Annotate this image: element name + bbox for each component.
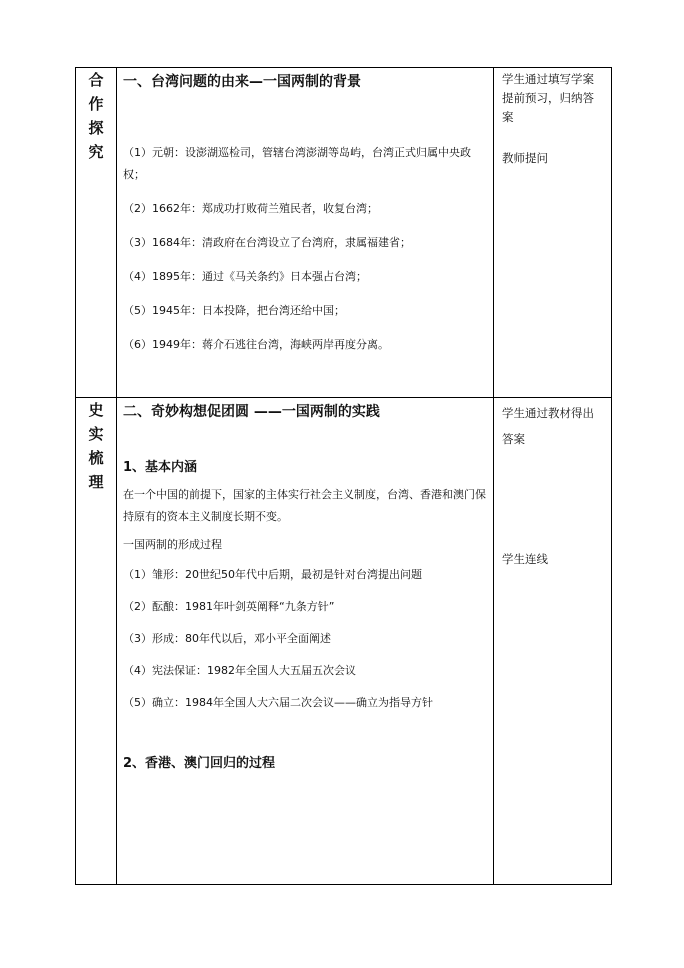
label-char: 究: [88, 143, 104, 161]
note-cell: [494, 398, 612, 885]
label-char: 合: [88, 71, 104, 89]
list-item: （5）确立：1984年全国人大六届二次会议——确立为指导方针: [123, 696, 433, 709]
side-note: 学生通过填写学案提前预习，归纳答案: [502, 72, 594, 124]
content-cell: [117, 68, 494, 398]
list-item: （1）元朝：设澎湖巡检司，管辖台湾澎湖等岛屿，台湾正式归属中央政权；: [123, 146, 471, 181]
label-char: 实: [88, 425, 104, 443]
label-char: 梳: [88, 449, 104, 467]
subsection-title: 1、基本内涵: [123, 460, 198, 475]
list-item: （2）酝酿：1981年叶剑英阐释“九条方针”: [123, 600, 335, 613]
side-note: 教师提问: [502, 151, 548, 165]
content-cell: [117, 398, 494, 885]
label-char: 探: [88, 119, 104, 137]
list-item: （4）1895年：通过《马关条约》日本强占台湾；: [123, 270, 367, 283]
row-label-cell: [76, 398, 117, 885]
list-item: （2）1662年：郑成功打败荷兰殖民者，收复台湾；: [123, 202, 378, 215]
table-row: [76, 398, 612, 885]
lesson-table: [75, 67, 612, 885]
list-item: （3）形成：80年代以后，邓小平全面阐述: [123, 632, 331, 645]
label-char: 理: [88, 473, 104, 491]
intro-text: 在一个中国的前提下，国家的主体实行社会主义制度，台湾、香港和澳门保持原有的资本主义制度长期不变。: [123, 488, 486, 523]
process-title: 一国两制的形成过程: [123, 538, 222, 551]
table-row: [76, 68, 612, 398]
row-label: [76, 68, 116, 164]
side-note: 学生通过教材得出答案: [502, 406, 594, 446]
note-cell: [494, 68, 612, 398]
row-label: [76, 398, 116, 494]
label-char: 作: [88, 95, 104, 113]
subsection-title: 2、香港、澳门回归的过程: [123, 756, 276, 771]
list-item: （4）宪法保证：1982年全国人大五届五次会议: [123, 664, 356, 677]
section-title: 一、台湾问题的由来—一国两制的背景: [123, 74, 361, 90]
list-item: （3）1684年：清政府在台湾设立了台湾府，隶属福建省；: [123, 236, 411, 249]
list-item: （1）雏形：20世纪50年代中后期，最初是针对台湾提出问题: [123, 568, 422, 581]
row-label-cell: [76, 68, 117, 398]
section-title: 二、奇妙构想促团圆 ——一国两制的实践: [123, 404, 380, 420]
list-item: （6）1949年：蒋介石逃往台湾，海峡两岸再度分离。: [123, 338, 389, 351]
label-char: 史: [88, 401, 104, 419]
list-item: （5）1945年：日本投降，把台湾还给中国；: [123, 304, 345, 317]
side-note: 学生连线: [502, 552, 548, 566]
